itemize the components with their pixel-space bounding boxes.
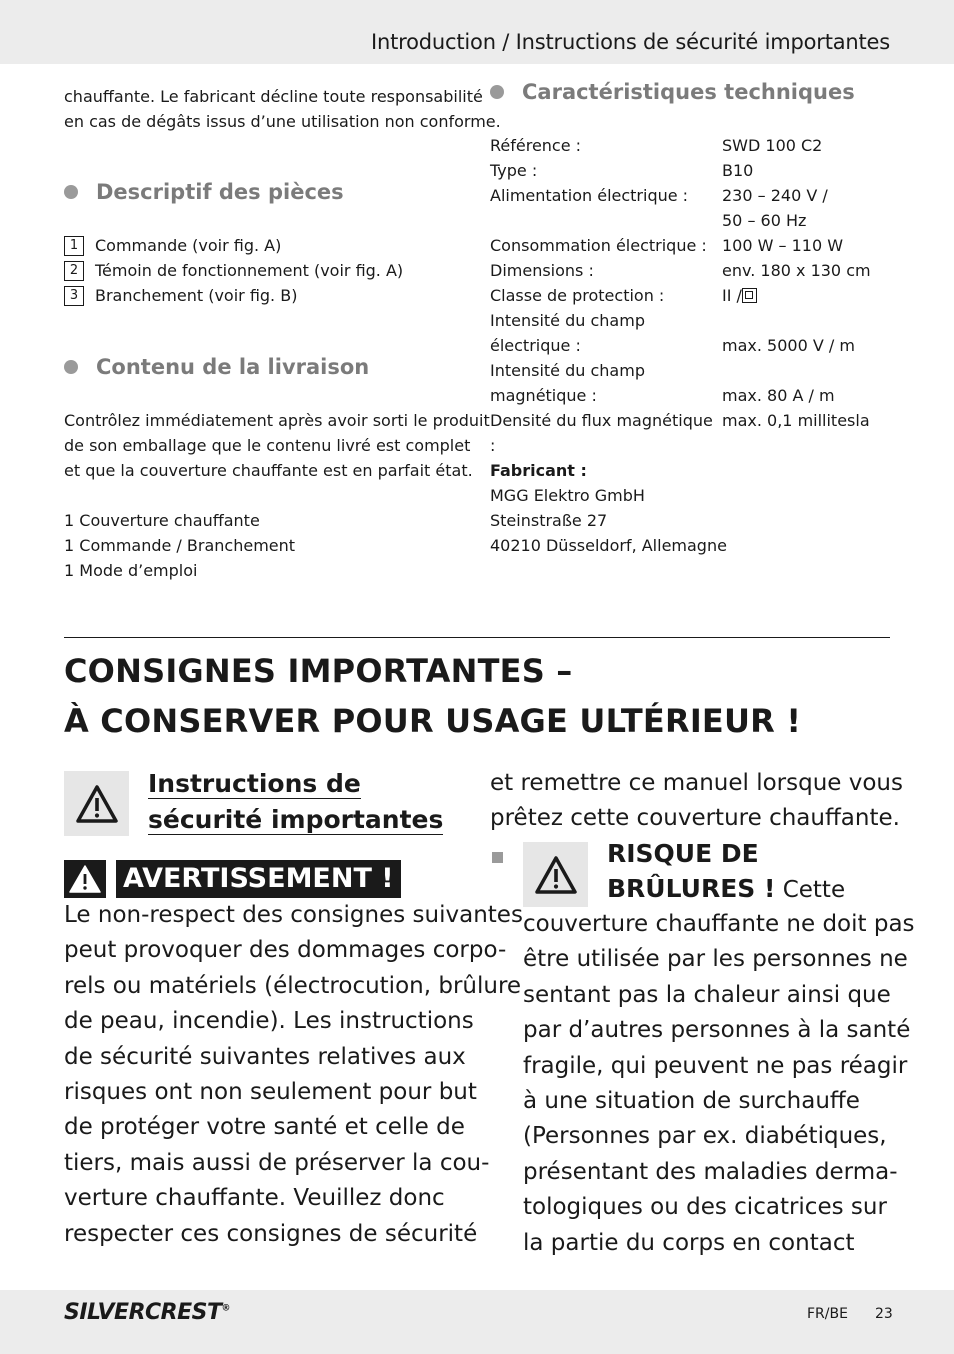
spec-label: Référence :	[490, 136, 582, 155]
page-title-line: À CONSERVER POUR USAGE ULTÉRIEUR !	[64, 702, 802, 740]
delivery-heading	[64, 355, 369, 379]
part-label: Témoin de fonctionnement (voir fig. A)	[95, 261, 404, 280]
part-number-box: 1	[64, 236, 84, 256]
table-row	[490, 283, 871, 308]
spec-label: Densité du flux magnétique :	[490, 411, 713, 455]
warning-line: de peau, incendie). Les instructions	[64, 1008, 474, 1035]
manufacturer-block	[490, 458, 727, 558]
spec-label: Intensité du champ	[490, 361, 645, 380]
table-row	[490, 208, 871, 233]
risk-line: sentant pas la chaleur ainsi que	[523, 981, 891, 1008]
protection-class-ii-icon	[742, 288, 757, 303]
table-row	[490, 133, 871, 158]
spec-label: Intensité du champ	[490, 311, 645, 330]
parts-heading-text: Descriptif des pièces	[96, 180, 344, 204]
risk-line: fragile, qui peuvent ne pas réagir	[523, 1052, 908, 1079]
spec-value: max. 0,1 millitesla	[722, 411, 870, 430]
list-item: 1 Couverture chauffante	[64, 511, 260, 530]
risk-heading-line: RISQUE DE	[607, 839, 759, 868]
continuation-text	[490, 766, 903, 837]
warning-line: risques ont non seulement pour but	[64, 1079, 477, 1106]
spec-label: Classe de protection :	[490, 286, 665, 305]
intro-text	[64, 84, 501, 134]
page-title	[64, 646, 801, 746]
specs-heading	[490, 80, 855, 104]
risk-line: tologiques ou des cicatrices sur	[523, 1194, 887, 1221]
risk-heading-line: BRÛLURES !	[607, 874, 776, 904]
spec-value: SWD 100 C2	[722, 136, 823, 155]
spec-label: magnétique :	[490, 386, 597, 405]
table-row	[490, 308, 871, 333]
warning-label: AVERTISSEMENT !	[116, 860, 401, 898]
safety-heading	[148, 766, 443, 838]
risk-line: la partie du corps en contact	[523, 1229, 855, 1256]
table-row	[490, 158, 871, 183]
warning-line: de sécurité suivantes relatives aux	[64, 1043, 466, 1070]
spec-value: max. 80 A / m	[722, 386, 835, 405]
spec-value: 50 – 60 Hz	[722, 211, 807, 230]
continuation-line: prêtez cette couverture chauffante.	[490, 805, 900, 832]
delivery-items	[64, 508, 295, 583]
spec-value: 230 – 240 V /	[722, 186, 828, 205]
risk-heading	[607, 836, 845, 909]
spec-value: env. 180 x 130 cm	[722, 261, 871, 280]
manufacturer-line: Steinstraße 27	[490, 511, 608, 530]
spec-label	[490, 208, 722, 233]
warning-line: rels ou matériels (électrocution, brûlure	[64, 972, 522, 999]
manufacturer-label: Fabricant :	[490, 461, 587, 480]
risk-line: à une situation de surchauffe	[523, 1088, 860, 1115]
table-row	[490, 383, 871, 408]
part-label: Branchement (voir fig. B)	[95, 286, 298, 305]
bullet-dot-icon	[64, 185, 78, 199]
warning-line: peut provoquer des dommages corpo-	[64, 937, 507, 964]
bullet-dot-icon	[64, 360, 78, 374]
spec-value	[722, 283, 757, 308]
delivery-line: de son emballage que le contenu livré est complet	[64, 436, 471, 455]
table-row	[490, 358, 871, 383]
brand-name: SILVERCREST	[64, 1300, 222, 1325]
part-number-box: 3	[64, 286, 84, 306]
bullet-dot-icon	[490, 85, 504, 99]
delivery-line: et que la couverture chauffante est en parfait état.	[64, 461, 473, 480]
warning-triangle-icon	[64, 771, 129, 836]
delivery-paragraph	[64, 408, 490, 483]
list-item	[64, 233, 403, 258]
protection-class-text: II /	[722, 286, 742, 305]
manufacturer-line: MGG Elektro GmbH	[490, 486, 645, 505]
list-item	[64, 283, 403, 308]
continuation-line: et remettre ce manuel lorsque vous	[490, 770, 903, 796]
warning-line: de protéger votre santé et celle de	[64, 1114, 465, 1141]
intro-line: chauffante. Le fabricant décline toute responsabilité	[64, 87, 483, 106]
risk-paragraph	[523, 907, 915, 1261]
spec-label: Type :	[490, 161, 538, 180]
part-label: Commande (voir fig. A)	[95, 236, 282, 255]
risk-inline-text: Cette	[775, 877, 846, 904]
warning-line: respecter ces consignes de sécurité	[64, 1220, 478, 1247]
warning-line: verture chauffante. Veuillez donc	[64, 1185, 445, 1212]
spec-label: Alimentation électrique :	[490, 186, 689, 205]
risk-line: (Personnes par ex. diabétiques,	[523, 1123, 887, 1150]
safety-heading-line: Instructions de	[148, 769, 361, 798]
page-number: 23	[875, 1306, 893, 1322]
warning-line: Le non-respect des consignes suivantes	[64, 902, 523, 928]
warning-triangle-icon	[523, 842, 588, 907]
intro-line: en cas de dégâts issus d’une utilisation non conforme.	[64, 112, 501, 131]
delivery-heading-text: Contenu de la livraison	[96, 355, 370, 379]
specs-heading-text: Caractéristiques techniques	[522, 80, 855, 104]
spec-label: Dimensions :	[490, 261, 594, 280]
table-row	[490, 333, 871, 358]
spec-value: 100 W – 110 W	[722, 236, 844, 255]
warning-line: tiers, mais aussi de préserver la cou-	[64, 1149, 490, 1176]
spec-label: électrique :	[490, 336, 581, 355]
footer-locale: FR/BE	[807, 1306, 848, 1322]
page-title-line: CONSIGNES IMPORTANTES –	[64, 652, 573, 690]
table-row	[490, 258, 871, 283]
square-bullet-icon	[492, 852, 503, 863]
delivery-line: Contrôlez immédiatement après avoir sorti le produit	[64, 411, 490, 430]
warning-triangle-icon	[64, 860, 106, 898]
list-item	[64, 258, 403, 283]
risk-line: couverture chauffante ne doit pas	[523, 911, 915, 937]
running-header-title: Introduction / Instructions de sécurité importantes	[371, 30, 890, 54]
parts-list	[64, 233, 403, 308]
part-number-box: 2	[64, 261, 84, 281]
table-row	[490, 408, 871, 455]
risk-line: présentant des maladies derma-	[523, 1158, 898, 1185]
spec-value: max. 5000 V / m	[722, 336, 855, 355]
warning-banner	[64, 860, 401, 898]
warning-paragraph	[64, 898, 523, 1252]
table-row	[490, 183, 871, 208]
specs-table	[490, 133, 871, 455]
safety-heading-line: sécurité importantes	[148, 805, 444, 834]
table-row	[490, 233, 871, 258]
section-divider	[64, 637, 890, 638]
spec-value: B10	[722, 161, 754, 180]
brand-registered-mark: ®	[221, 1303, 230, 1314]
list-item: 1 Commande / Branchement	[64, 536, 296, 555]
brand-logo	[64, 1300, 230, 1325]
parts-heading	[64, 180, 344, 204]
risk-line: par d’autres personnes à la santé	[523, 1017, 911, 1044]
spec-label: Consommation électrique :	[490, 236, 707, 255]
manufacturer-line: 40210 Düsseldorf, Allemagne	[490, 536, 727, 555]
risk-line: être utilisée par les personnes ne	[523, 946, 908, 973]
list-item: 1 Mode d’emploi	[64, 561, 198, 580]
